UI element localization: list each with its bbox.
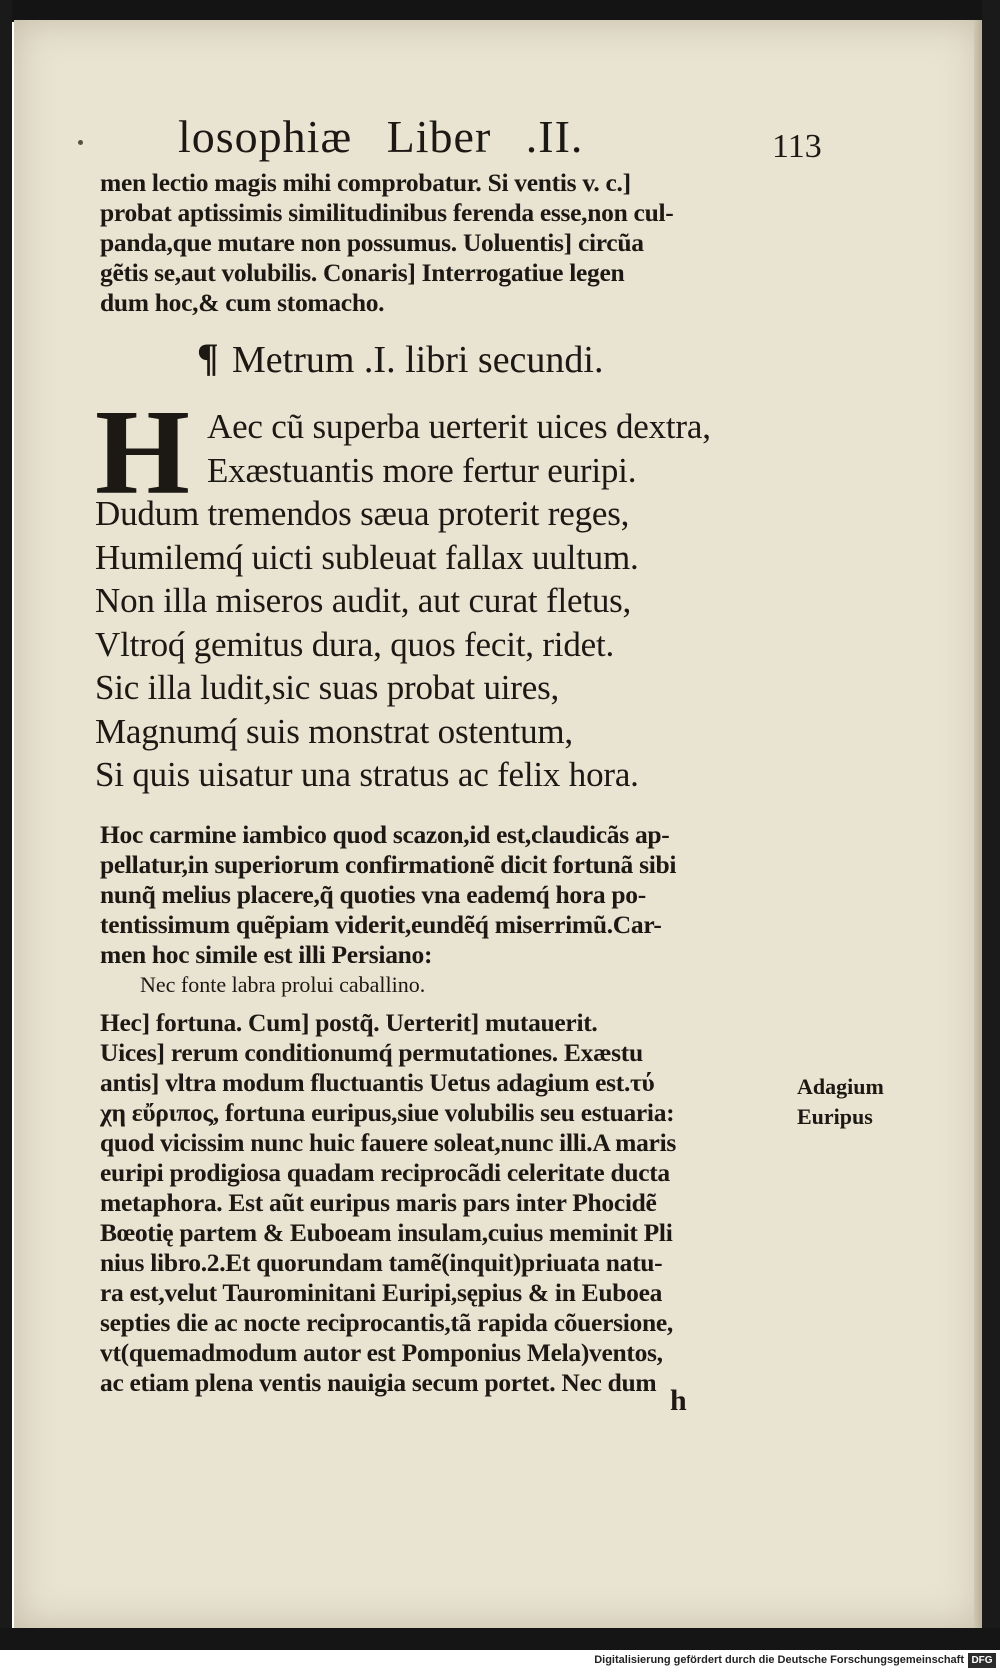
dfg-logo-icon: DFG — [968, 1653, 996, 1668]
commentary-middle — [100, 820, 820, 970]
page-edge — [974, 20, 982, 1628]
text-line: Hec] fortuna. Cum] postq̃. Uerterit] mutauerit. — [100, 1008, 598, 1037]
text-line: ac etiam plena ventis nauigia secum portet. Nec dum — [100, 1368, 657, 1397]
text-line: panda,que mutare non possumus. Uoluentis] circũa — [100, 228, 644, 257]
verse-line: Aec cũ superba uerterit uices dextra, — [207, 407, 711, 446]
running-title-word: Liber — [386, 111, 492, 162]
section-heading: Metrum .I. libri secundi. — [232, 339, 604, 381]
running-title — [178, 110, 605, 163]
pilcrow-mark: ¶ — [197, 335, 219, 380]
marginal-note: Euripus — [797, 1104, 873, 1129]
running-title-word: losophiæ — [178, 111, 353, 162]
text-line: Uices] rerum conditionumq́ permutationes. Exæstu — [100, 1038, 643, 1067]
text-line: metaphora. Est aũt euripus maris pars inter Phocidẽ — [100, 1188, 657, 1217]
verse-line: Humilemq́ uicti subleuat fallax uultum. — [95, 537, 639, 577]
text-line: Hoc carmine iambico quod scazon,id est,claudicãs ap- — [100, 820, 670, 849]
text-line: dum hoc,& cum stomacho. — [100, 288, 385, 317]
text-line: Bœotię partem & Euboeam insulam,cuius meminit Pli — [100, 1218, 673, 1247]
scan-border-right — [982, 0, 1000, 1650]
text-line: pellatur,in superiorum confirmationẽ dicit fortunã sibi — [100, 850, 677, 879]
text-line: men hoc simile est illi Persiano: — [100, 940, 433, 969]
commentary-bottom — [100, 1008, 820, 1398]
running-title-word: .II. — [525, 111, 584, 162]
commentary-top — [100, 168, 820, 318]
scan-border-bottom — [0, 1628, 1000, 1650]
page-number: 113 — [772, 128, 822, 165]
text-line: septies die ac nocte reciprocantis,tã rapida cõuersione, — [100, 1308, 673, 1337]
text-line: gẽtis se,aut volubilis. Conaris] Interrogatiue legen — [100, 258, 625, 287]
text-line: quod vicissim nunc huic fauere soleat,nunc illi.A maris — [100, 1128, 676, 1157]
verse-line: Dudum tremendos sæua proterit reges, — [95, 494, 630, 533]
text-line: ra est,velut Taurominitani Euripi,sępius & in Euboea — [100, 1278, 663, 1307]
quotation-line: Nec fonte labra prolui caballino. — [140, 972, 426, 997]
marginal-note: Adagium — [797, 1074, 884, 1099]
decorated-initial: H — [95, 385, 190, 520]
text-line: tentissimum quẽpiam viderit,eundẽq́ miserrimũ.Car- — [100, 910, 662, 939]
verse-line: Sic illa ludit,sic suas probat uires, — [95, 668, 560, 707]
verse-line: Vltroq́ gemitus dura, quos fecit, ridet. — [95, 624, 615, 664]
funding-credit: Digitalisierung gefördert durch die Deutsche Forschungsgemeinschaft — [594, 1654, 964, 1666]
ink-dot — [78, 140, 83, 145]
footer-bar — [0, 1650, 1000, 1673]
verse-block — [95, 405, 835, 797]
verse-line: Magnumq́ suis monstrat ostentum, — [95, 711, 573, 751]
text-line: euripi prodigiosa quadam reciprocãdi celeritate ducta — [100, 1158, 670, 1187]
catchword: h — [670, 1384, 687, 1417]
scan-border-left — [0, 0, 12, 1650]
text-line: antis] vltra modum fluctuantis Uetus adagium est.τύ — [100, 1068, 655, 1097]
text-line: men lectio magis mihi comprobatur. Si ventis v. c.] — [100, 168, 631, 197]
text-line: nunq̃ melius placere,q̃ quoties vna eademq́ hora po- — [100, 880, 646, 909]
text-line: probat aptissimis similitudinibus ferenda esse,non cul- — [100, 198, 674, 227]
verse-line: Si quis uisatur una stratus ac felix hora. — [95, 755, 639, 794]
text-line: vt(quemadmodum autor est Pomponius Mela)ventos, — [100, 1338, 663, 1367]
text-line: χη εὔριπος, fortuna euripus,siue volubilis seu estuaria: — [100, 1098, 675, 1127]
text-line: nius libro.2.Et quorundam tamẽ(inquit)priuata natu- — [100, 1248, 663, 1277]
scan-border-top — [0, 0, 1000, 22]
verse-line: Non illa miseros audit, aut curat fletus, — [95, 581, 632, 620]
verse-line: Exæstuantis more fertur euripi. — [207, 450, 637, 490]
